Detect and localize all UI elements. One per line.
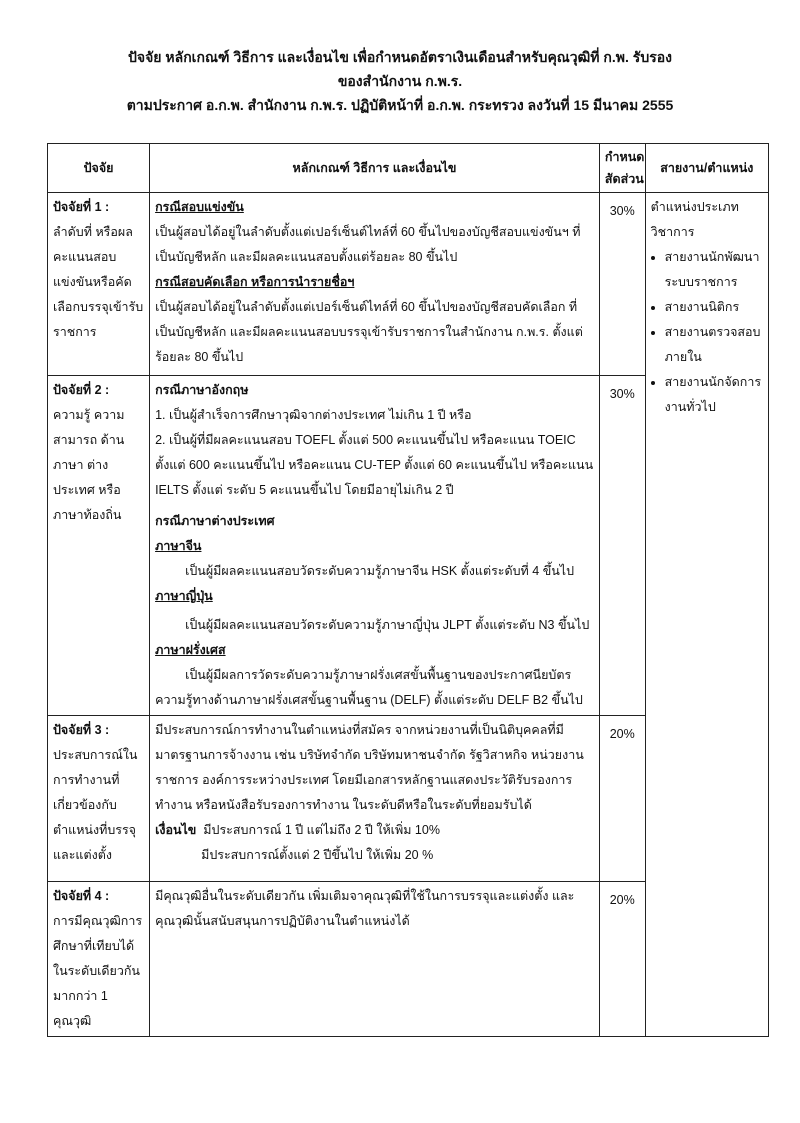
doc-title-line2: ของสำนักงาน ก.พ.ร.	[337, 73, 463, 89]
col-header-criteria: หลักเกณฑ์ วิธีการ และเงื่อนไข	[150, 144, 600, 193]
proportion-cell: 20%	[599, 882, 645, 1037]
criteria-text: 1. เป็นผู้สำเร็จการศึกษาวุฒิจากต่างประเทศ ไม่เกิน 1 ปี หรือ	[155, 408, 472, 422]
criteria-cell	[150, 376, 600, 716]
factor-desc: การมีคุณวุฒิการศึกษาที่เทียบได้ในระดับเดียวกัน มากกว่า 1 คุณวุฒิ	[53, 914, 143, 1028]
col-header-positions: สายงาน/ตำแหน่ง	[645, 144, 768, 193]
positions-cell	[645, 193, 768, 1037]
factor-desc: ความรู้ ความสามารถ ด้านภาษา ต่างประเทศ หรือภาษาท้องถิ่น	[53, 408, 125, 522]
position-item: • สายงานนักพัฒนาระบบราชการ	[665, 245, 763, 295]
position-item: • สายงานนิติกร	[665, 295, 763, 320]
table-row	[48, 193, 769, 376]
proportion-cell: 30%	[599, 193, 645, 376]
positions-list	[651, 245, 763, 420]
language-heading-chinese: ภาษาจีน	[155, 539, 202, 553]
condition-text: มีประสบการณ์ 1 ปี แต่ไม่ถึง 2 ปี ให้เพิ่ม 10%	[203, 823, 440, 837]
criteria-text: 2. เป็นผู้ที่มีผลคะแนนสอบ TOEFL ตั้งแต่ 500 คะแนนขึ้นไป หรือคะแนน TOEIC ตั้งแต่ 600 คะแนนขึ้นไป หรือคะแนน CU-TEP ตั้งแต่ 60 คะแนนขึ้นไป หรือคะแนน IELTS ตั้งแต่ ระดับ 5 คะแนนขึ้นไป โดยมีอายุไม่เกิน 2 ปี	[155, 433, 594, 497]
factor-title: ปัจจัยที่ 3 :	[53, 723, 110, 737]
doc-title-line1: ปัจจัย หลักเกณฑ์ วิธีการ และเงื่อนไข เพื่อกำหนดอัตราเงินเดือนสำหรับคุณวุฒิที่ ก.พ. รับรอง	[128, 49, 672, 65]
criteria-table	[47, 143, 769, 1037]
position-item: • สายงานนักจัดการงานทั่วไป	[665, 370, 763, 420]
factor-title: ปัจจัยที่ 1 :	[53, 200, 110, 214]
factor-cell	[48, 376, 150, 716]
col-header-proportion: กำหนดสัดส่วน	[599, 144, 645, 193]
table-header-row	[48, 144, 769, 193]
factor-title: ปัจจัยที่ 4 :	[53, 889, 110, 903]
criteria-cell	[150, 716, 600, 882]
condition-text: มีประสบการณ์ตั้งแต่ 2 ปีขึ้นไป ให้เพิ่ม 20 %	[201, 848, 434, 862]
criteria-heading: กรณีภาษาอังกฤษ	[155, 383, 249, 397]
criteria-text: เป็นผู้สอบได้อยู่ในลำดับตั้งแต่เปอร์เซ็นต์ไทล์ที่ 60 ขึ้นไปของบัญชีสอบแข่งขันฯ ที่เป็นบัญชีหลัก และมีผลคะแนนสอบตั้งแต่ร้อยละ 80 ขึ้นไป	[155, 225, 581, 264]
proportion-cell: 20%	[599, 716, 645, 882]
factor-cell	[48, 882, 150, 1037]
criteria-heading: กรณีสอบแข่งขัน	[155, 200, 244, 214]
col-header-factor: ปัจจัย	[48, 144, 150, 193]
factor-desc: ลำดับที่ หรือผลคะแนนสอบแข่งขันหรือคัดเลือกบรรจุเข้ารับราชการ	[53, 225, 144, 339]
language-heading-french: ภาษาฝรั่งเศส	[155, 643, 226, 657]
proportion-cell: 30%	[599, 376, 645, 716]
factor-cell	[48, 193, 150, 376]
position-item: • สายงานตรวจสอบภายใน	[665, 320, 763, 370]
factor-cell	[48, 716, 150, 882]
criteria-text: เป็นผู้มีผลคะแนนสอบวัดระดับความรู้ภาษาจีน HSK ตั้งแต่ระดับที่ 4 ขึ้นไป	[185, 564, 575, 578]
factor-title: ปัจจัยที่ 2 :	[53, 383, 110, 397]
criteria-heading: กรณีสอบคัดเลือก หรือการนำรายชื่อฯ	[155, 275, 355, 289]
criteria-cell	[150, 193, 600, 376]
positions-intro: ตำแหน่งประเภทวิชาการ	[650, 200, 739, 239]
language-heading-japanese: ภาษาญี่ปุ่น	[155, 589, 213, 603]
criteria-text: เป็นผู้มีผลคะแนนสอบวัดระดับความรู้ภาษาญี่ปุ่น JLPT ตั้งแต่ระดับ N3 ขึ้นไป	[185, 618, 590, 632]
criteria-text: เป็นผู้สอบได้อยู่ในลำดับตั้งแต่เปอร์เซ็นต์ไทล์ที่ 60 ขึ้นไปของบัญชีสอบคัดเลือก ที่เป็นบัญชีหลัก และมีผลคะแนนสอบบรรจุเข้ารับราชการในสำนักงาน ก.พ.ร. ตั้งแต่ร้อยละ 80 ขึ้นไป	[155, 300, 583, 364]
doc-title-line3: ตามประกาศ อ.ก.พ. สำนักงาน ก.พ.ร. ปฏิบัติหน้าที่ อ.ก.พ. กระทรวง ลงวันที่ 15 มีนาคม 2555	[126, 97, 674, 113]
criteria-text: เป็นผู้มีผลการวัดระดับความรู้ภาษาฝรั่งเศสขั้นพื้นฐานของประกาศนียบัตรความรู้ทางด้านภาษาฝรั่งเศสขั้นฐานพื้นฐาน (DELF) ตั้งแต่ระดับ DELF B2 ขึ้นไป	[155, 668, 583, 707]
criteria-text: มีคุณวุฒิอื่นในระดับเดียวกัน เพิ่มเติมจาคุณวุฒิที่ใช้ในการบรรจุและแต่งตั้ง และคุณวุฒินั้นสนับสนุนการปฏิบัติงานในตำแหน่งได้	[155, 889, 575, 928]
criteria-heading: กรณีภาษาต่างประเทศ	[155, 514, 275, 528]
criteria-cell	[150, 882, 600, 1037]
factor-desc: ประสบการณ์ในการทำงานที่เกี่ยวข้องกับตำแหน่งที่บรรจุและแต่งตั้ง	[53, 748, 138, 862]
criteria-text: มีประสบการณ์การทำงานในตำแหน่งที่สมัคร จากหน่วยงานที่เป็นนิติบุคคลที่มีมาตรฐานการจ้างงาน เช่น บริษัทจำกัด บริษัทมหาชนจำกัด รัฐวิสาหกิจ หน่วยงานราชการ องค์การระหว่างประเทศ โดยมีเอกสารหลักฐานแสดงประวัติรับรองการทำงาน หรือหนังสือรับรองการทำงาน ในระดับดีหรือในระดับที่ยอมรับได้	[155, 723, 584, 812]
condition-label: เงื่อนไข	[155, 823, 197, 837]
